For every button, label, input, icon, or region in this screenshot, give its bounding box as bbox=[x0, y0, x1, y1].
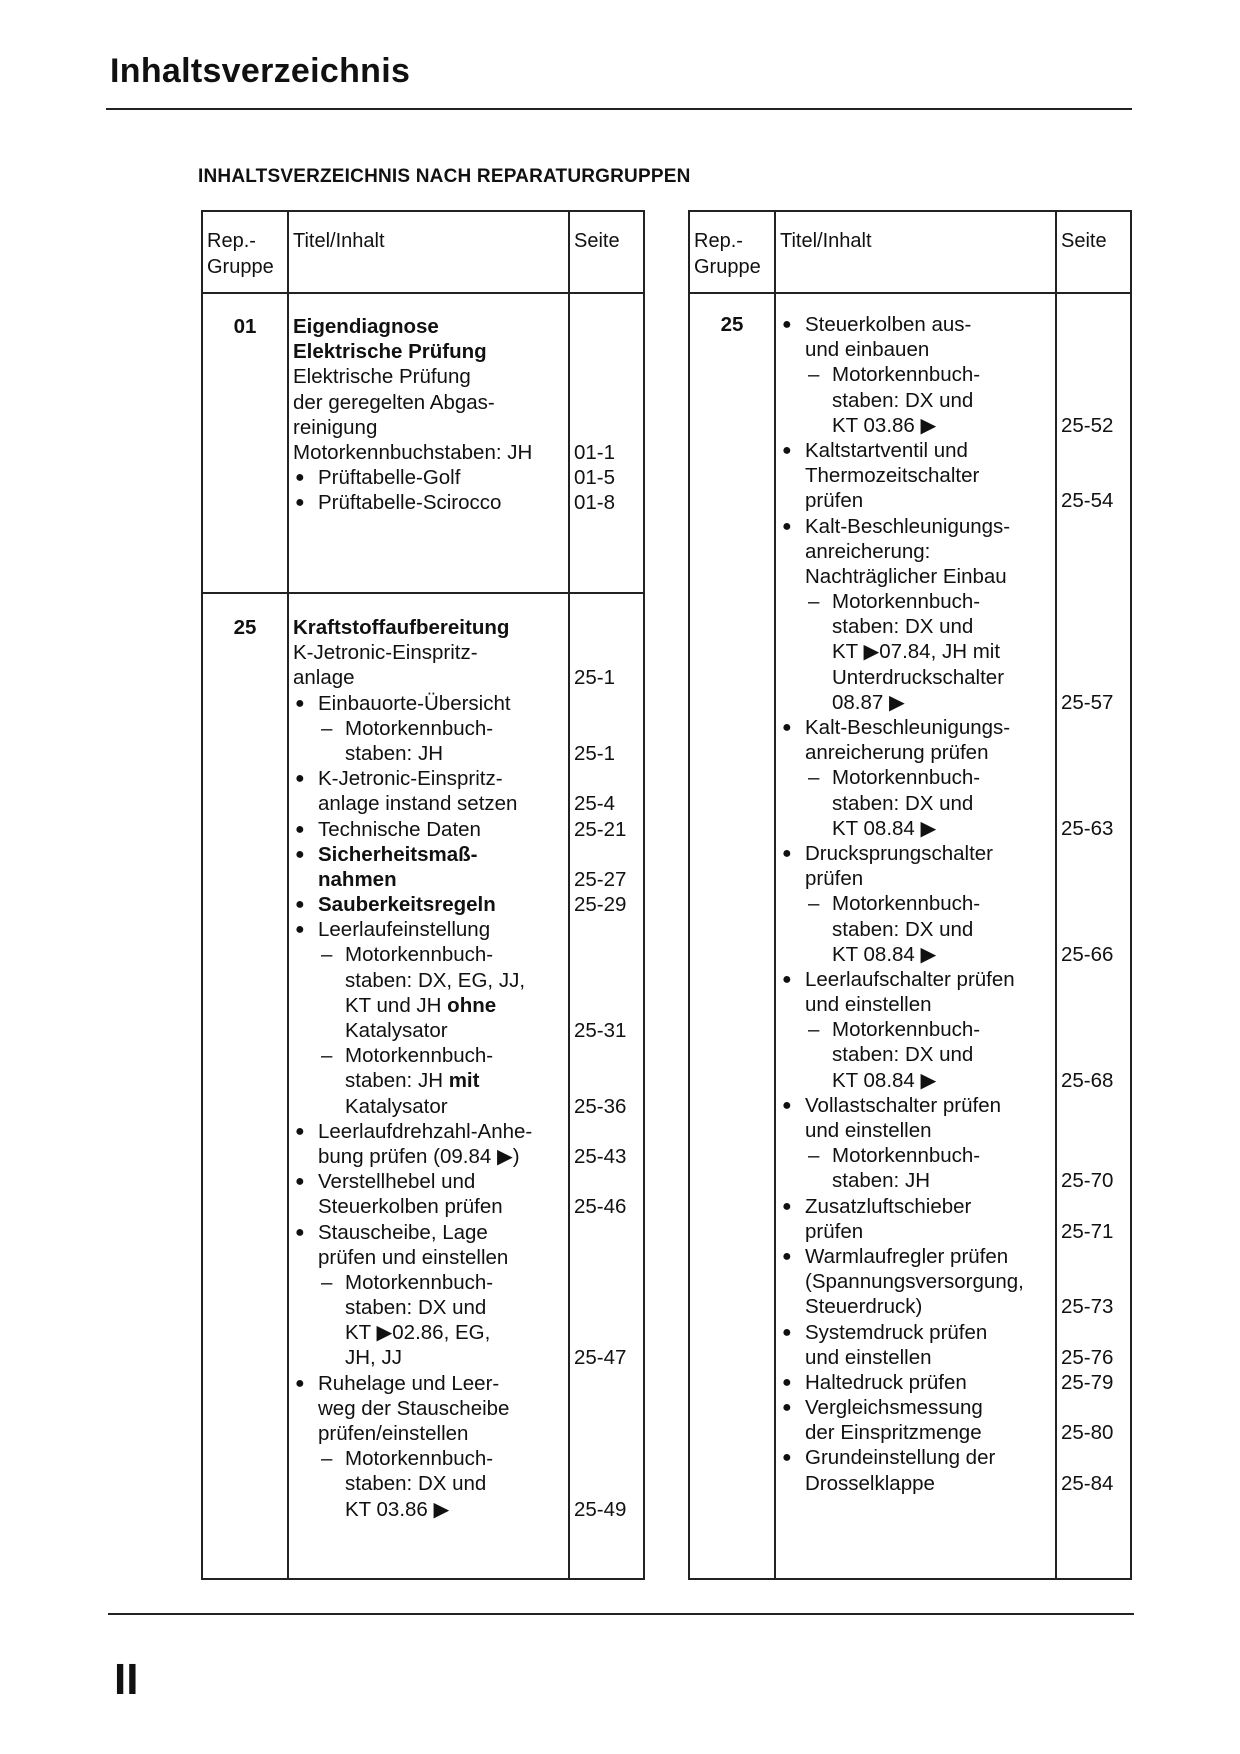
toc-line-text: Systemdruck prüfen bbox=[805, 1320, 988, 1344]
toc-page-ref: 01-5 bbox=[574, 466, 616, 490]
toc-line-text: staben: DX, EG, JJ, bbox=[345, 968, 526, 992]
toc-line-text: Motorkennbuch- bbox=[832, 1144, 981, 1168]
toc-line bbox=[780, 312, 1130, 337]
bullet-icon: ● bbox=[295, 694, 305, 712]
toc-line bbox=[780, 514, 1130, 539]
toc-line-text: Elektrische Prüfung bbox=[293, 365, 471, 389]
toc-page-ref: 25-47 bbox=[574, 1346, 627, 1370]
toc-line bbox=[780, 589, 1130, 614]
toc-line-text: staben: JH mit bbox=[345, 1069, 480, 1093]
toc-line-text: KT 08.84 ▶ bbox=[832, 942, 937, 966]
toc-line bbox=[780, 816, 1130, 841]
toc-line bbox=[780, 564, 1130, 589]
group-number: 01 bbox=[233, 315, 257, 338]
group-lines bbox=[780, 312, 1130, 1496]
dash-marker: – bbox=[808, 1144, 820, 1168]
toc-page-ref: 25-29 bbox=[574, 893, 627, 917]
toc-line-text: KT und JH ohne bbox=[345, 993, 497, 1017]
toc-line-text: Einbauorte-Übersicht bbox=[318, 691, 511, 715]
group-lines bbox=[293, 314, 643, 516]
toc-line-text: Nachträglicher Einbau bbox=[805, 564, 1007, 588]
toc-line bbox=[293, 892, 643, 917]
toc-line bbox=[780, 992, 1130, 1017]
bullet-icon: ● bbox=[295, 845, 305, 863]
group-number: 25 bbox=[233, 616, 257, 639]
toc-line bbox=[293, 339, 643, 364]
bullet-icon: ● bbox=[295, 1122, 305, 1140]
toc-line-text: Steuerkolben aus- bbox=[805, 313, 972, 336]
toc-line-text: und einstellen bbox=[805, 1119, 932, 1142]
toc-line-text: Motorkennbuch- bbox=[832, 590, 981, 614]
bullet-icon: ● bbox=[782, 970, 792, 988]
toc-line bbox=[780, 1042, 1130, 1067]
toc-line-text: JH, JJ bbox=[345, 1346, 402, 1370]
toc-line bbox=[293, 1068, 643, 1093]
toc-line-text: staben: DX und bbox=[832, 388, 974, 412]
toc-line bbox=[293, 968, 643, 993]
toc-line bbox=[293, 741, 643, 766]
toc-line bbox=[780, 1471, 1130, 1496]
toc-line-text: KT ▶07.84, JH mit bbox=[832, 640, 1001, 664]
toc-line-text: Leerlaufdrehzahl-Anhe- bbox=[318, 1119, 533, 1143]
toc-line-text: Motorkennbuch- bbox=[832, 1018, 981, 1042]
toc-page-ref: 25-1 bbox=[574, 741, 616, 765]
toc-line bbox=[780, 791, 1130, 816]
toc-line-text: staben: DX und bbox=[832, 615, 974, 639]
toc-page-ref: 25-76 bbox=[1061, 1345, 1114, 1369]
toc-line-text: Motorkennbuch- bbox=[345, 1270, 494, 1294]
toc-page-ref: 25-66 bbox=[1061, 942, 1114, 966]
toc-line bbox=[293, 942, 643, 967]
toc-line-text: staben: DX und bbox=[832, 1043, 974, 1067]
toc-line bbox=[780, 1168, 1130, 1193]
toc-line bbox=[293, 665, 643, 690]
bullet-icon: ● bbox=[782, 844, 792, 862]
header-rep-gruppe: Rep.- Gruppe bbox=[207, 230, 274, 278]
toc-line-text: KT 08.84 ▶ bbox=[832, 1068, 937, 1092]
toc-table-right bbox=[688, 210, 1132, 1580]
dash-marker: – bbox=[321, 1044, 333, 1068]
toc-line bbox=[780, 1269, 1130, 1294]
toc-line bbox=[780, 438, 1130, 463]
toc-line bbox=[293, 1421, 643, 1446]
header-titel-inhalt: Titel/Inhalt bbox=[293, 230, 385, 252]
bullet-icon: ● bbox=[782, 1197, 792, 1215]
toc-line-text: Vergleichsmessung bbox=[805, 1396, 983, 1420]
toc-line-text: der geregelten Abgas- bbox=[293, 390, 495, 414]
toc-page-ref: 25-43 bbox=[574, 1144, 627, 1168]
toc-line-text: 08.87 ▶ bbox=[832, 690, 905, 714]
toc-line bbox=[293, 1119, 643, 1144]
toc-line bbox=[293, 314, 643, 339]
toc-line bbox=[293, 465, 643, 490]
toc-line bbox=[293, 1345, 643, 1370]
toc-line-text: Kalt-Beschleunigungs- bbox=[805, 514, 1011, 538]
bullet-icon: ● bbox=[295, 770, 305, 788]
bullet-icon: ● bbox=[295, 494, 305, 512]
toc-line-text: Katalysator bbox=[345, 1094, 448, 1118]
toc-page-ref: 25-84 bbox=[1061, 1471, 1114, 1495]
toc-line-text: prüfen/einstellen bbox=[318, 1422, 469, 1445]
toc-line bbox=[780, 1370, 1130, 1395]
toc-line-text: staben: DX und bbox=[832, 917, 974, 941]
toc-line bbox=[780, 388, 1130, 413]
toc-line-text: Elektrische Prüfung bbox=[293, 340, 487, 364]
toc-page-ref: 25-80 bbox=[1061, 1421, 1114, 1445]
bullet-icon: ● bbox=[295, 1374, 305, 1392]
toc-page-ref: 25-46 bbox=[574, 1195, 627, 1219]
toc-page-ref: 25-4 bbox=[574, 792, 616, 816]
toc-line-text: staben: DX und bbox=[345, 1296, 487, 1320]
table-header bbox=[203, 212, 643, 294]
bullet-icon: ● bbox=[295, 820, 305, 838]
toc-line-text: Verstellhebel und bbox=[318, 1170, 476, 1194]
toc-line bbox=[780, 967, 1130, 992]
toc-line-text: staben: JH bbox=[832, 1169, 930, 1193]
toc-line bbox=[780, 665, 1130, 690]
toc-line bbox=[780, 1017, 1130, 1042]
toc-line-text: Motorkennbuchstaben: JH bbox=[293, 440, 533, 464]
toc-line bbox=[780, 690, 1130, 715]
toc-line bbox=[780, 1143, 1130, 1168]
toc-line bbox=[293, 1194, 643, 1219]
toc-line-text: Motorkennbuch- bbox=[345, 716, 494, 740]
toc-line bbox=[780, 1118, 1130, 1143]
dash-marker: – bbox=[808, 892, 820, 916]
toc-line bbox=[293, 867, 643, 892]
toc-line bbox=[293, 993, 643, 1018]
toc-line-text: Stauscheibe, Lage bbox=[318, 1220, 488, 1244]
toc-line-text: anlage instand setzen bbox=[318, 792, 518, 816]
toc-line-text: K-Jetronic-Einspritz- bbox=[318, 767, 503, 791]
toc-line-text: Prüftabelle-Golf bbox=[318, 466, 461, 490]
column-divider bbox=[287, 212, 289, 1578]
dash-marker: – bbox=[321, 716, 333, 740]
toc-page-ref: 25-63 bbox=[1061, 816, 1114, 840]
toc-line bbox=[780, 488, 1130, 513]
toc-line bbox=[293, 1043, 643, 1068]
section-heading: INHALTSVERZEICHNIS NACH REPARATURGRUPPEN bbox=[198, 166, 691, 187]
toc-line bbox=[293, 1396, 643, 1421]
toc-line bbox=[293, 1295, 643, 1320]
toc-page-ref: 25-21 bbox=[574, 817, 627, 841]
toc-line bbox=[293, 1245, 643, 1270]
toc-line bbox=[780, 917, 1130, 942]
toc-line bbox=[780, 614, 1130, 639]
toc-line-text: Eigendiagnose bbox=[293, 315, 439, 338]
toc-line-text: Motorkennbuch- bbox=[832, 766, 981, 790]
table-header bbox=[690, 212, 1130, 294]
toc-line-text: Technische Daten bbox=[318, 817, 481, 841]
toc-line-text: bung prüfen (09.84 ▶) bbox=[318, 1144, 520, 1168]
bullet-icon: ● bbox=[782, 1399, 792, 1417]
page-title: Inhaltsverzeichnis bbox=[110, 52, 411, 90]
group-number: 25 bbox=[720, 313, 744, 336]
toc-line bbox=[780, 1395, 1130, 1420]
toc-line bbox=[780, 1219, 1130, 1244]
toc-line bbox=[293, 490, 643, 515]
bullet-icon: ● bbox=[782, 1373, 792, 1391]
bullet-icon: ● bbox=[295, 896, 305, 914]
toc-line-text: staben: DX und bbox=[345, 1472, 487, 1496]
toc-page-ref: 25-68 bbox=[1061, 1068, 1114, 1092]
toc-page-ref: 25-57 bbox=[1061, 690, 1114, 714]
toc-line bbox=[293, 1320, 643, 1345]
toc-line bbox=[780, 765, 1130, 790]
toc-line-text: Motorkennbuch- bbox=[832, 892, 981, 916]
toc-line bbox=[293, 1094, 643, 1119]
toc-line bbox=[780, 891, 1130, 916]
toc-line-text: staben: DX und bbox=[832, 791, 974, 815]
toc-line-text: (Spannungsversorgung, bbox=[805, 1270, 1024, 1294]
toc-line bbox=[780, 942, 1130, 967]
bullet-icon: ● bbox=[782, 316, 792, 333]
header-seite: Seite bbox=[1061, 230, 1107, 252]
toc-line bbox=[293, 1471, 643, 1496]
toc-line-text: Kaltstartventil und bbox=[805, 438, 968, 462]
toc-line-text: Katalysator bbox=[345, 1019, 448, 1042]
toc-line bbox=[293, 766, 643, 791]
toc-line-text: Drosselklappe bbox=[805, 1471, 935, 1495]
toc-line bbox=[293, 817, 643, 842]
toc-line-text: Steuerdruck) bbox=[805, 1295, 923, 1319]
toc-line-text: prüfen bbox=[805, 867, 864, 891]
toc-page-ref: 25-27 bbox=[574, 867, 627, 891]
toc-line bbox=[293, 364, 643, 389]
toc-line bbox=[293, 640, 643, 665]
bullet-icon: ● bbox=[782, 441, 792, 459]
toc-line-text: KT 03.86 ▶ bbox=[345, 1497, 450, 1521]
page-number: II bbox=[114, 1655, 139, 1704]
header-seite: Seite bbox=[574, 230, 620, 252]
toc-line-text: reinigung bbox=[293, 415, 378, 439]
dash-marker: – bbox=[321, 1447, 333, 1471]
toc-line bbox=[293, 440, 643, 465]
dash-marker: – bbox=[808, 1018, 820, 1042]
toc-line-text: prüfen bbox=[805, 1219, 864, 1243]
toc-line bbox=[293, 716, 643, 741]
bullet-icon: ● bbox=[782, 1449, 792, 1467]
toc-line bbox=[780, 1244, 1130, 1269]
toc-line-text: staben: JH bbox=[345, 741, 443, 765]
toc-page-ref: 25-52 bbox=[1061, 413, 1114, 437]
dash-marker: – bbox=[808, 590, 820, 614]
toc-line bbox=[780, 337, 1130, 362]
header-titel-inhalt: Titel/Inhalt bbox=[780, 230, 872, 252]
bullet-icon: ● bbox=[782, 517, 792, 535]
toc-line-text: Unterdruckschalter bbox=[832, 665, 1005, 689]
toc-line-text: der Einspritzmenge bbox=[805, 1421, 982, 1445]
toc-line bbox=[780, 1194, 1130, 1219]
toc-page-ref: 25-79 bbox=[1061, 1370, 1114, 1394]
toc-line bbox=[293, 842, 643, 867]
toc-line-text: Motorkennbuch- bbox=[345, 943, 494, 967]
toc-line bbox=[293, 1169, 643, 1194]
toc-line-text: anlage bbox=[293, 666, 355, 690]
toc-line bbox=[293, 615, 643, 640]
toc-line bbox=[780, 639, 1130, 664]
toc-line-text: Steuerkolben prüfen bbox=[318, 1195, 503, 1219]
toc-line bbox=[780, 841, 1130, 866]
toc-table-left bbox=[201, 210, 645, 1580]
toc-line-text: Kraftstoffaufbereitung bbox=[293, 616, 510, 639]
toc-line-text: Grundeinstellung der bbox=[805, 1446, 996, 1470]
toc-line-text: Drucksprungschalter bbox=[805, 841, 993, 865]
toc-line-text: Leerlaufeinstellung bbox=[318, 918, 491, 942]
toc-line-text: Motorkennbuch- bbox=[345, 1044, 494, 1068]
toc-line bbox=[780, 413, 1130, 438]
top-rule bbox=[106, 108, 1132, 110]
toc-line-text: KT 08.84 ▶ bbox=[832, 816, 937, 840]
toc-line-text: Vollastschalter prüfen bbox=[805, 1093, 1002, 1117]
toc-line-text: Zusatzluftschieber bbox=[805, 1194, 972, 1218]
toc-line-text: Leerlaufschalter prüfen bbox=[805, 967, 1015, 991]
toc-line bbox=[293, 1220, 643, 1245]
toc-line-text: und einbauen bbox=[805, 338, 930, 362]
toc-line bbox=[293, 1446, 643, 1471]
bullet-icon: ● bbox=[295, 1223, 305, 1241]
bullet-icon: ● bbox=[782, 719, 792, 736]
group-lines bbox=[293, 615, 643, 1522]
toc-line bbox=[293, 1018, 643, 1043]
dash-marker: – bbox=[808, 363, 820, 387]
toc-line bbox=[780, 1093, 1130, 1118]
toc-line bbox=[293, 390, 643, 415]
toc-line-emphasis: ohne bbox=[447, 993, 497, 1017]
toc-line bbox=[780, 866, 1130, 891]
toc-line bbox=[780, 1068, 1130, 1093]
header-rep-gruppe: Rep.- Gruppe bbox=[694, 230, 761, 278]
toc-line-text: Sicherheitsmaß- bbox=[318, 842, 478, 866]
toc-page-ref: 25-73 bbox=[1061, 1295, 1114, 1319]
toc-line-text: anreicherung: bbox=[805, 539, 931, 563]
toc-line-text: Warmlaufregler prüfen bbox=[805, 1244, 1009, 1268]
toc-line-text: Ruhelage und Leer- bbox=[318, 1371, 500, 1395]
toc-line-text: und einstellen bbox=[805, 1345, 932, 1369]
bullet-icon: ● bbox=[295, 1173, 305, 1191]
toc-line-text: anreicherung prüfen bbox=[805, 741, 989, 765]
column-divider bbox=[774, 212, 776, 1578]
bullet-icon: ● bbox=[295, 921, 305, 939]
toc-line bbox=[780, 1345, 1130, 1370]
toc-line bbox=[780, 1294, 1130, 1319]
bullet-icon: ● bbox=[295, 469, 305, 487]
toc-line-text: Motorkennbuch- bbox=[345, 1447, 494, 1471]
toc-line bbox=[780, 715, 1130, 740]
toc-page-ref: 25-70 bbox=[1061, 1169, 1114, 1193]
toc-line bbox=[780, 539, 1130, 564]
toc-page-ref: 25-49 bbox=[574, 1497, 627, 1521]
toc-line bbox=[293, 415, 643, 440]
toc-line-text: Kalt-Beschleunigungs- bbox=[805, 716, 1011, 739]
toc-line-text: Haltedruck prüfen bbox=[805, 1370, 967, 1394]
toc-line bbox=[293, 791, 643, 816]
toc-line bbox=[780, 463, 1130, 488]
dash-marker: – bbox=[808, 766, 820, 790]
toc-line bbox=[293, 1371, 643, 1396]
toc-page-ref: 25-1 bbox=[574, 666, 616, 690]
toc-line-text: prüfen bbox=[805, 489, 864, 513]
toc-line bbox=[293, 1497, 643, 1522]
toc-line bbox=[780, 1445, 1130, 1470]
dash-marker: – bbox=[321, 943, 333, 967]
toc-line bbox=[293, 1270, 643, 1295]
bullet-icon: ● bbox=[782, 1096, 792, 1114]
toc-line bbox=[780, 362, 1130, 387]
toc-line bbox=[293, 917, 643, 942]
toc-page-ref: 25-71 bbox=[1061, 1219, 1114, 1243]
toc-line-text: nahmen bbox=[318, 867, 397, 891]
toc-page-ref: 25-54 bbox=[1061, 489, 1114, 513]
toc-page-ref: 01-8 bbox=[574, 491, 616, 515]
toc-line bbox=[293, 1144, 643, 1169]
group-separator bbox=[203, 592, 643, 594]
toc-line bbox=[293, 691, 643, 716]
toc-line-text: und einstellen bbox=[805, 993, 932, 1017]
toc-line-text: Prüftabelle-Scirocco bbox=[318, 491, 502, 515]
toc-line-text: KT ▶02.86, EG, bbox=[345, 1321, 491, 1345]
bullet-icon: ● bbox=[782, 1247, 792, 1265]
toc-line-emphasis: mit bbox=[448, 1069, 480, 1093]
toc-line bbox=[780, 740, 1130, 765]
bottom-rule bbox=[108, 1613, 1134, 1615]
toc-line-text: weg der Stauscheibe bbox=[318, 1396, 510, 1420]
toc-page-ref: 25-31 bbox=[574, 1019, 627, 1042]
toc-line-text: prüfen und einstellen bbox=[318, 1245, 509, 1269]
toc-line-text: KT 03.86 ▶ bbox=[832, 413, 937, 437]
toc-page-ref: 01-1 bbox=[574, 440, 616, 464]
toc-line-text: Motorkennbuch- bbox=[832, 363, 981, 387]
toc-line bbox=[780, 1320, 1130, 1345]
bullet-icon: ● bbox=[782, 1323, 792, 1341]
toc-line-text: Thermozeitschalter bbox=[805, 464, 980, 488]
toc-line-text: Sauberkeitsregeln bbox=[318, 893, 496, 917]
toc-line bbox=[780, 1420, 1130, 1445]
dash-marker: – bbox=[321, 1270, 333, 1294]
toc-page-ref: 25-36 bbox=[574, 1094, 627, 1118]
toc-line-text: K-Jetronic-Einspritz- bbox=[293, 641, 478, 665]
